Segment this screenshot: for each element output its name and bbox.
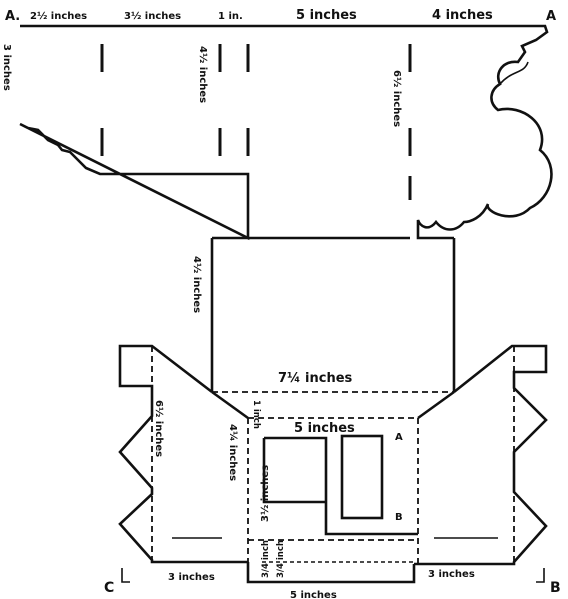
label-window-b: B	[395, 512, 403, 523]
right-flap-outline	[414, 346, 546, 564]
label-bottom-right: 3 inches	[428, 569, 475, 580]
label-window-a: A	[395, 432, 403, 443]
label-upper-6half: 6½ inches	[391, 70, 402, 128]
label-gap-1inch: 1 inch	[251, 400, 261, 429]
upper-piece-outline	[20, 26, 551, 238]
label-left-3in: 3 inches	[1, 44, 12, 91]
label-tab-1: 3/4 inch	[261, 540, 271, 578]
label-corner-b: B	[550, 580, 561, 596]
label-top-m4: 5 inches	[296, 8, 357, 23]
label-a-left: A.	[5, 9, 21, 24]
label-inner-side: 3½ inches	[260, 464, 271, 522]
bottom-tab-outline	[248, 562, 414, 582]
label-slope: 4¼ inches	[227, 424, 238, 482]
label-bottom-left: 3 inches	[168, 572, 215, 583]
window-right	[342, 436, 382, 518]
label-top-m5: 4 inches	[432, 8, 493, 23]
label-top-m3: 1 in.	[218, 11, 243, 22]
label-top-m1: 2½ inches	[30, 11, 88, 22]
label-inner-top: 5 inches	[294, 421, 355, 436]
left-slope	[212, 392, 248, 418]
upper-piece	[20, 26, 551, 238]
corner-b-mark	[536, 568, 544, 582]
label-bottom: 5 inches	[290, 590, 337, 599]
label-upper-4half: 4½ inches	[197, 46, 208, 104]
label-left-flap: 6½ inches	[153, 400, 164, 458]
label-neck-width: 7¼ inches	[278, 371, 353, 386]
label-tab-2: 3/4 inch	[276, 540, 286, 578]
right-slope	[418, 392, 454, 418]
neck-section	[212, 238, 454, 392]
label-top-m2: 3½ inches	[124, 11, 182, 22]
label-corner-c: C	[104, 580, 115, 596]
label-a-right: A	[546, 9, 557, 24]
label-neck-height: 4½ inches	[191, 256, 202, 314]
corner-c-mark	[122, 568, 130, 582]
